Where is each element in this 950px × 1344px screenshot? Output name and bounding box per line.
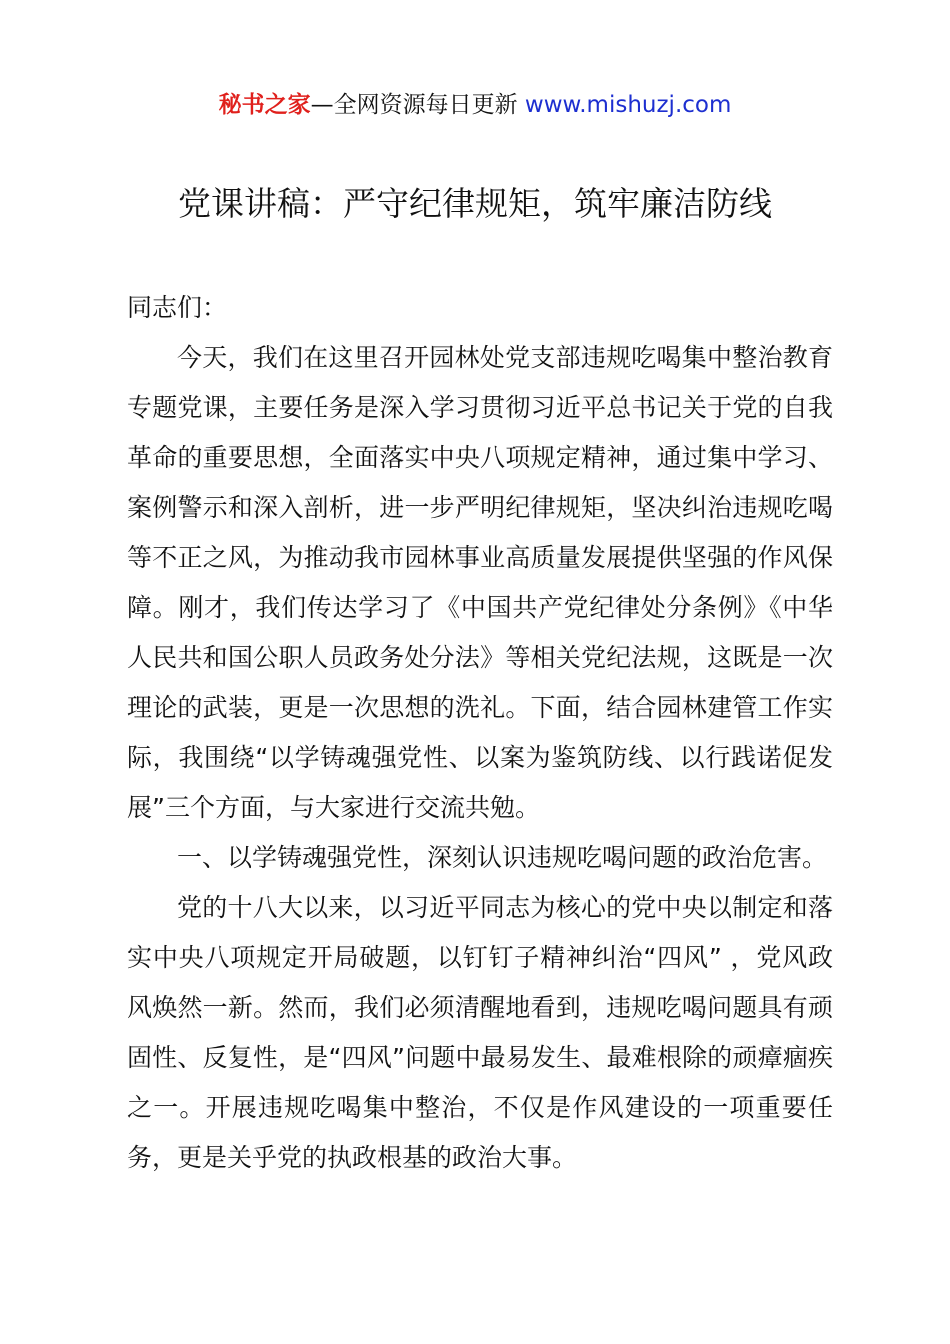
site-tagline: —全网资源每日更新 bbox=[310, 92, 525, 118]
document-title: 党课讲稿：严守纪律规矩，筑牢廉洁防线 bbox=[178, 184, 772, 223]
paragraph-intro: 今天，我们在这里召开园林处党支部违规吃喝集中整治教育专题党课，主要任务是深入学习贯彻习近平总书记关于党的自我革命的重要思想，全面落实中央八项规定精神，通过集中学习、案例警示和深入剖析，进一步严明纪律规矩，坚决纠治违规吃喝等不正之风，为推动我市园林事业高质量发展提供坚强的作风保障。刚才，我们传达学习了《中国共产党纪律处分条例》《中华人民共和国公职人员政务处分法》等相关党纪法规，这既是一次理论的武装，更是一次思想的洗礼。下面，结合园林建管工作实际，我围绕“以学铸魂强党性、以案为鉴筑防线、以行践诺促发展”三个方面，与大家进行交流共勉。 bbox=[127, 343, 833, 822]
site-url-link[interactable]: www.mishuzj.com bbox=[524, 92, 732, 118]
document-body bbox=[127, 283, 833, 1183]
salutation: 同志们： bbox=[127, 293, 228, 322]
paragraph-section-1: 党的十八大以来，以习近平同志为核心的党中央以制定和落实中央八项规定开局破题，以钉钉子精神纠治“四风” ，党风政风焕然一新。然而，我们必须清醒地看到，违规吃喝问题具有顽固性、反复性，是“四风”问题中最易发生、最难根除的顽瘴痼疾之一。开展违规吃喝集中整治，不仅是作风建设的一项重要任务，更是关乎党的执政根基的政治大事。 bbox=[127, 893, 833, 1172]
site-brand: 秘书之家 bbox=[218, 92, 311, 118]
section-heading-1: 一、以学铸魂强党性，深刻认识违规吃喝问题的政治危害。 bbox=[177, 843, 828, 872]
site-header bbox=[0, 88, 950, 122]
